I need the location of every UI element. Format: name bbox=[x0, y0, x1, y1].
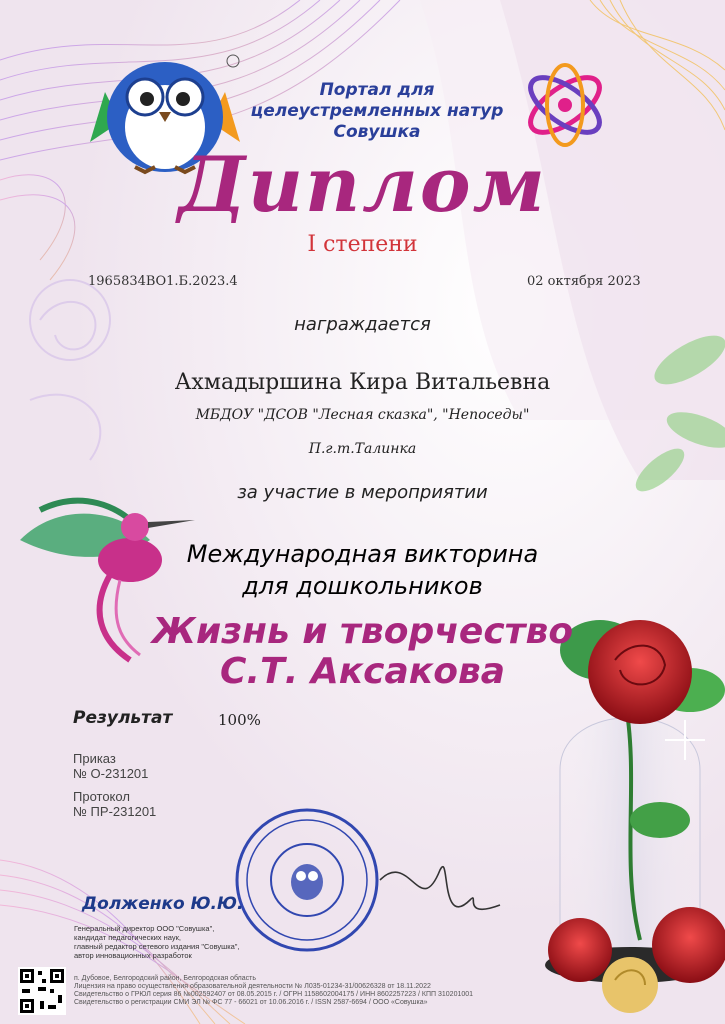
protocol-number: № ПР-231201 bbox=[73, 804, 157, 819]
order-number: № О-231201 bbox=[73, 766, 149, 781]
signer-line-1: Генеральный директор ООО "Совушка", bbox=[74, 924, 215, 933]
order-label: Приказ bbox=[73, 751, 116, 766]
signer-line-2: кандидат педагогических наук, bbox=[74, 933, 181, 942]
diploma-number: 1965834ВО1.Б.2023.4 bbox=[88, 274, 238, 289]
protocol-label: Протокол bbox=[73, 789, 130, 804]
portal-title bbox=[232, 80, 522, 143]
footer-line-4: Свидетельство о регистрации СМИ ЭЛ № ФС 77 - 66021 от 10.06.2016 г. / ISSN 2587-6694 / ООО «Совушка» bbox=[74, 999, 428, 1006]
participation-text: за участие в мероприятии bbox=[237, 482, 488, 503]
recipient-name: Ахмадыршина Кира Витальевна bbox=[174, 370, 551, 395]
portal-line-3: Совушка bbox=[333, 122, 421, 142]
event-line-1: Международная викторина bbox=[186, 540, 539, 568]
signer-name: Долженко Ю.Ю. bbox=[82, 894, 244, 914]
signer-details bbox=[74, 924, 334, 960]
signer-line-3: главный редактор сетевого издания "Совушка", bbox=[74, 942, 240, 951]
footer-line-3: Свидетельство о ГРЮЛ серия 86 №002592407 от 08.05.2015 г. / ОГРН 1158602004175 / ИНН 8602257223 / КПП 310201001 bbox=[74, 991, 474, 998]
signer-line-4: автор инновационных разработок bbox=[74, 951, 192, 960]
diploma-date: 02 октября 2023 bbox=[527, 274, 641, 289]
qr-code-icon bbox=[18, 967, 66, 1015]
legal-footer bbox=[74, 975, 634, 1007]
diploma-title: Диплом bbox=[178, 140, 547, 229]
awarded-text: награждается bbox=[294, 314, 431, 335]
topic-line-2: С.Т. Аксакова bbox=[219, 651, 506, 692]
footer-line-1: п. Дубовое, Белгородский район, Белгородская область bbox=[74, 975, 257, 982]
protocol-block bbox=[73, 789, 156, 819]
order-block bbox=[73, 751, 148, 781]
recipient-organization: МБДОУ "ДСОВ "Лесная сказка", "Непоседы" bbox=[195, 407, 530, 423]
result-value: 100% bbox=[218, 711, 261, 729]
portal-line-2: целеустремленных натур bbox=[250, 101, 504, 121]
diploma-degree: I степени bbox=[307, 232, 418, 257]
event-title bbox=[0, 538, 725, 602]
footer-line-2: Лицензия на право осуществления образовательной деятельности № Л035-01234-31/00626328 от 18.11.2022 bbox=[74, 983, 431, 990]
topic-line-1: Жизнь и творчество bbox=[151, 611, 574, 652]
recipient-city: П.г.т.Талинка bbox=[308, 441, 417, 457]
event-topic bbox=[0, 612, 725, 692]
event-line-2: для дошкольников bbox=[242, 572, 483, 600]
portal-line-1: Портал для bbox=[319, 80, 435, 100]
result-label: Результат bbox=[73, 708, 173, 728]
